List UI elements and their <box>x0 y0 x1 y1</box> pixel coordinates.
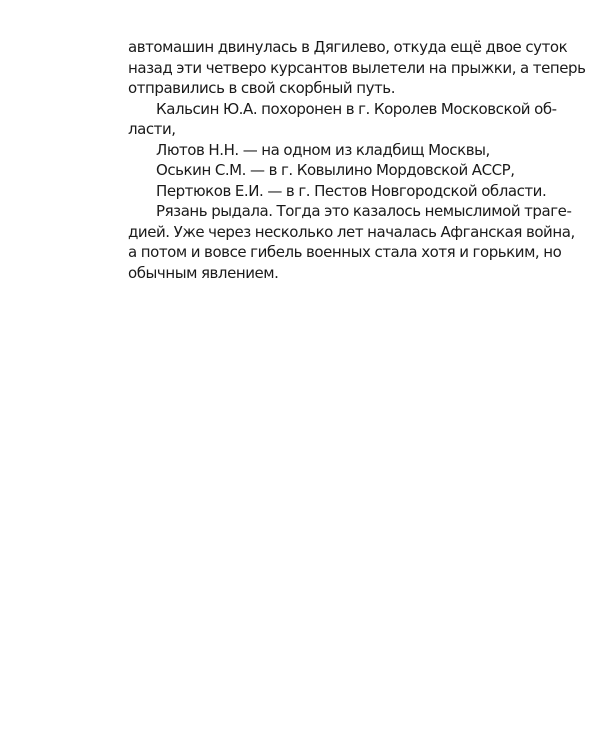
paragraph-3-line-1: Лютов Н.Н. — на одном из кладбищ Москвы, <box>156 140 490 159</box>
paragraph-6-line-4: обычным явлением. <box>128 263 279 282</box>
paragraph-6-line-3: а потом и вовсе гибель военных стала хотя и горьким, но <box>128 243 562 261</box>
paragraph-1-line-2: назад эти четверо курсантов вылетели на прыжки, а теперь <box>128 58 586 77</box>
paragraph-6-line-1: Рязань рыдала. Тогда это казалось немыслимой траге- <box>156 202 572 220</box>
paragraph-2-line-1: Кальсин Ю.А. похоронен в г. Королев Московской об- <box>156 99 557 118</box>
paragraph-2-line-2: ласти, <box>128 120 176 138</box>
paragraph-6-line-2: дией. Уже через несколько лет началась Афганская война, <box>128 222 575 241</box>
paragraph-1-line-1: автомашин двинулась в Дягилево, откуда ещё двое суток <box>128 38 568 56</box>
paragraph-5-line-1: Пертюков Е.И. — в г. Пестов Новгородской области. <box>156 181 547 200</box>
paragraph-4-line-1: Оськин С.М. — в г. Ковылино Мордовской АССР, <box>156 161 515 179</box>
body-text <box>128 37 586 283</box>
paragraph-1-line-3: отправились в свой скорбный путь. <box>128 79 396 97</box>
